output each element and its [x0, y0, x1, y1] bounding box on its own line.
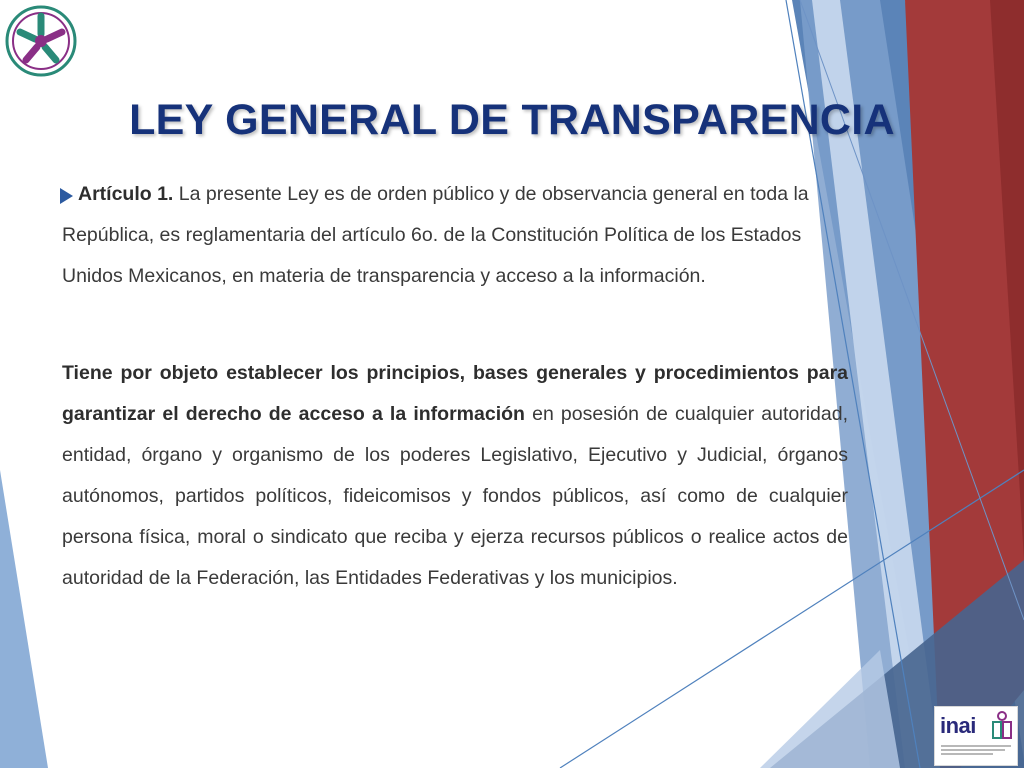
- article-paragraph: [62, 174, 848, 297]
- book-person-icon: [991, 711, 1013, 741]
- inai-logo-text: inai: [940, 713, 976, 738]
- slide-title: LEY GENERAL DE TRANSPARENCIA: [129, 96, 895, 144]
- inai-logo-fineprint: [941, 745, 1013, 761]
- bottom-right-pale: [760, 650, 900, 768]
- left-blue-shape: [0, 470, 48, 768]
- article-text: La presente Ley es de orden público y de observancia general en toda la República, es reglamentaria del artículo 6o. de la Constitución Política de los Estados Unidos Mexicanos, en materia de transparencia y acceso a la información.: [62, 183, 809, 287]
- article-label: Artículo 1.: [78, 183, 174, 205]
- triangle-bullet-icon: [60, 188, 73, 204]
- object-text: en posesión de cualquier autoridad, entidad, órgano y organismo de los poderes Legislativo, Ejecutivo y Judicial, órganos autónomos, partidos políticos, fideicomisos y fondos públicos, así como de cualquier persona física, moral o sindicato que reciba y ejerza recursos públicos o realice actos de autoridad de la Federación, las Entidades Federativas y los municipios.: [62, 403, 848, 589]
- object-paragraph: [62, 353, 848, 599]
- inai-logo: [934, 706, 1018, 766]
- circular-hands-logo-icon: [4, 4, 78, 78]
- object-bold-text: Tiene por objeto establecer los principios, bases generales y procedimientos para garantizar el derecho de acceso a la información: [62, 362, 848, 425]
